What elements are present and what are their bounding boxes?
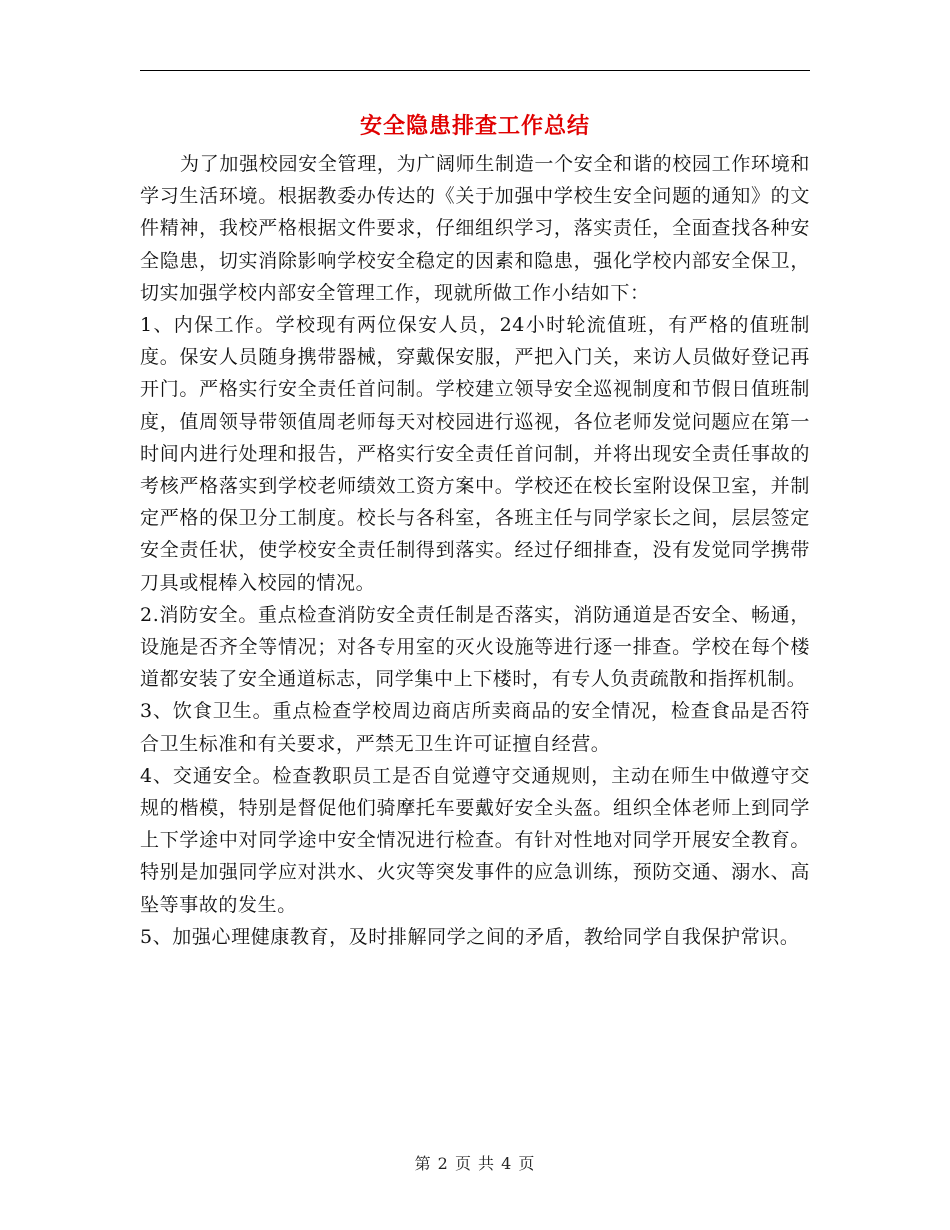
page-number: 第 2 页 共 4 页 <box>414 1154 536 1173</box>
document-body <box>140 148 810 953</box>
section-food-hygiene: 3、饮食卫生。重点检查学校周边商店所卖商品的安全情况，检查食品是否符合卫生标准和有关要求，严禁无卫生许可证擅自经营。 <box>140 700 810 755</box>
intro-paragraph: 为了加强校园安全管理，为广阔师生制造一个安全和谐的校园工作环境和学习生活环境。根据教委办传达的《关于加强中学校生安全问题的通知》的文件精神，我校严格根据文件要求，仔细组织学习，落实责任，全面查找各种安全隐患，切实消除影响学校安全稳定的因素和隐患，强化学校内部安全保卫，切实加强学校内部安全管理工作，现就所做工作小结如下： <box>140 153 810 304</box>
section-mental-health: 5、加强心理健康教育，及时排解同学之间的矛盾，教给同学自我保护常识。 <box>140 925 800 948</box>
section-fire-safety: 2.消防安全。重点检查消防安全责任制是否落实，消防通道是否安全、畅通，设施是否齐全等情况；对各专用室的灭火设施等进行逐一排查。学校在每个楼道都安装了安全通道标志，同学集中上下楼时，有专人负责疏散和指挥机制。 <box>140 603 810 691</box>
section-traffic-safety: 4、交通安全。检查教职员工是否自觉遵守交通规则，主动在师生中做遵守交规的楷模，特别是督促他们骑摩托车要戴好安全头盔。组织全体老师上到同学上下学途中对同学途中安全情况进行检查。有针对性地对同学开展安全教育。特别是加强同学应对洪水、火灾等突发事件的应急训练，预防交通、溺水、高坠等事故的发生。 <box>140 764 810 916</box>
section-internal-security: 1、内保工作。学校现有两位保安人员，24小时轮流值班，有严格的值班制度。保安人员随身携带器械，穿戴保安服，严把入门关，来访人员做好登记再开门。严格实行安全责任首问制。学校建立领导安全巡视制度和节假日值班制度，值周领导带领值周老师每天对校园进行巡视，各位老师发觉问题应在第一时间内进行处理和报告，严格实行安全责任首问制，并将出现安全责任事故的考核严格落实到学校老师绩效工资方案中。学校还在校长室附设保卫室，并制定严格的保卫分工制度。校长与各科室，各班主任与同学家长之间，层层签定安全责任状，使学校安全责任制得到落实。经过仔细排查，没有发觉同学携带刀具或棍棒入校园的情况。 <box>140 314 810 594</box>
header-rule <box>140 70 810 71</box>
document-title: 安全隐患排查工作总结 <box>359 113 590 139</box>
